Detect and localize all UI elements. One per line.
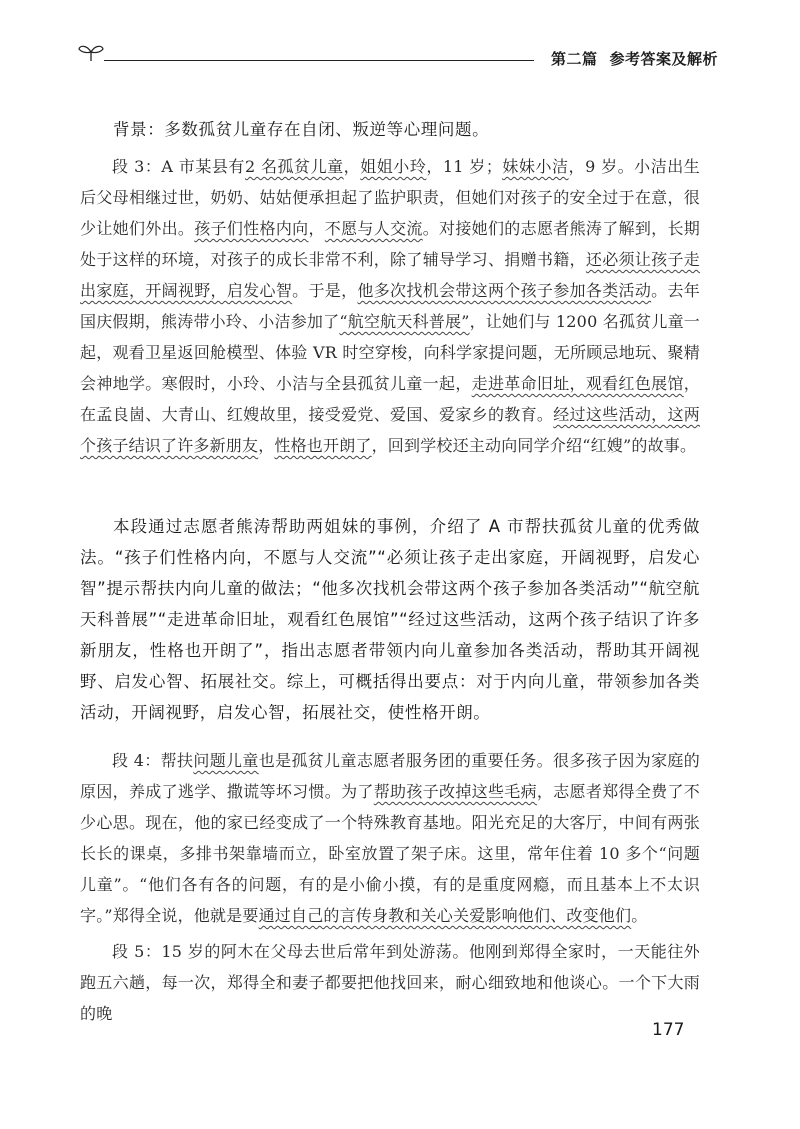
running-header [78, 40, 718, 72]
background-text: 背景：多数孤贫儿童存在自闭、叛逆等心理问题。 [113, 120, 490, 139]
underlined-phrase: “航空航天科普展” [339, 312, 470, 331]
paragraph-5-label: 段 5： [112, 942, 162, 961]
underlined-phrase: 姐姐小玲 [360, 157, 427, 176]
underlined-phrase: 通过自己的言传身教和关心关爱影响他们、改变他们 [258, 906, 632, 925]
sprout-icon [78, 42, 104, 62]
paragraph-4-text: 段 4：帮扶问题儿童也是孤贫儿童志愿者服务团的重要任务。很多孩子因为家庭的原因，养成了逃学、撒谎等坏习惯。为了帮助孩子改掉这些毛病，志愿者郑得全费了不少心思。现在，他的家已经变成了一个特殊教育基地。阳光充足的大客厅，中间有两张长长的课桌，多排书架靠墙而立，卧室放置了架子床。这里，常年住着 10 多个“问题儿童”。“他们各有各的问题，有的是小偷小摸，有的是重度网瘾，而且基本上不太识字。”郑得全说，他就是要通过自己的言传身教和关心关爱影响他们、改变他们。 [80, 751, 700, 925]
underlined-phrase: 帮助孩子改掉这些毛病 [373, 782, 537, 801]
paragraph-3-text: 段 3：A 市某县有2 名孤贫儿童，姐姐小玲，11 岁；妹妹小洁，9 岁。小洁出生后父母相继过世，奶奶、姑姑便承担起了监护职责，但她们对孩子的安全过于在意，很少让她们外出。孩子们性格内向，不愿与人交流。对接她们的志愿者熊涛了解到，长期处于这样的环境，对孩子的成长非常不利，除了辅导学习、捐赠书籍，还必须让孩子走出家庭，开阔视野，启发心智。于是，他多次找机会带这两个孩子参加各类活动。去年国庆假期，熊涛带小玲、小洁参加了“航空航天科普展”，让她们与 1200 名孤贫儿童一起，观看卫星返回舱模型、体验 VR 时空穿梭，向科学家提问题，无所顾忌地玩、聚精会神地学。寒假时，小玲、小洁与全县孤贫儿童一起，走进革命旧址，观看红色展馆，在孟良崮、大青山、红嫂故里，接受爱党、爱国、爱家乡的教育。经过这些活动，这两个孩子结识了许多新朋友，性格也开朗了，回到学校还主动向同学介绍“红嫂”的故事。 [80, 157, 701, 455]
part-label: 第二篇 [550, 50, 598, 68]
underlined-phrase: 妹妹小洁 [502, 157, 569, 176]
underlined-phrase: 孩子们性格内向 [194, 219, 309, 238]
underlined-phrase: 不愿与人交流 [324, 219, 423, 238]
section-title [551, 48, 718, 69]
paragraph-5 [80, 936, 700, 1029]
underlined-phrase: 经过这些活动，这两个孩子结识了许多新朋友 [80, 405, 700, 455]
header-rule [104, 60, 534, 61]
chapter-title: 参考答案及解析 [609, 50, 718, 68]
underlined-phrase: 问题儿童 [193, 751, 259, 770]
paragraph-3 [80, 151, 700, 461]
underlined-phrase: 走进革命旧址，观看红色展馆 [471, 374, 684, 393]
underlined-phrase: 性格也开朗了 [274, 436, 372, 455]
underlined-phrase: 还必须让孩子走出家庭，开阔视野，启发心智 [80, 250, 701, 300]
background-block [80, 114, 700, 145]
paragraph-5-text: 段 5：15 岁的阿木在父母去世后常年到处游荡。他刚到郑得全家时，一天能往外跑五六趟，每一次，郑得全和妻子都要把他找回来，耐心细致地和他谈心。一个下大雨的晚 [80, 942, 700, 1023]
underlined-phrase: 他多次找机会带这两个孩子参加各类活动 [357, 281, 652, 300]
page-number: 177 [652, 1020, 685, 1040]
underlined-phrase: 2 名孤贫儿童 [244, 157, 344, 176]
paragraph-3-label: 段 3： [112, 157, 162, 176]
analysis-text: 本段通过志愿者熊涛帮助两姐妹的事例，介绍了 A 市帮扶孤贫儿童的优秀做法。“孩子们性格内向，不愿与人交流”“必须让孩子走出家庭，开阔视野，启发心智”提示帮扶内向儿童的做法；“他多次找机会带这两个孩子参加各类活动”“航空航天科普展”“走进革命旧址，观看红色展馆”“经过这些活动，这两个孩子结识了许多新朋友，性格也开朗了”，指出志愿者带领内向儿童参加各类活动，帮助其开阔视野、启发心智、拓展社交。综上，可概括得出要点：对于内向儿童，带领参加各类活动，开阔视野，启发心智，拓展社交，使性格开朗。 [80, 517, 700, 722]
paragraph-4 [80, 745, 700, 931]
paragraph-4-label: 段 4： [112, 751, 161, 770]
analysis-block [80, 511, 700, 728]
